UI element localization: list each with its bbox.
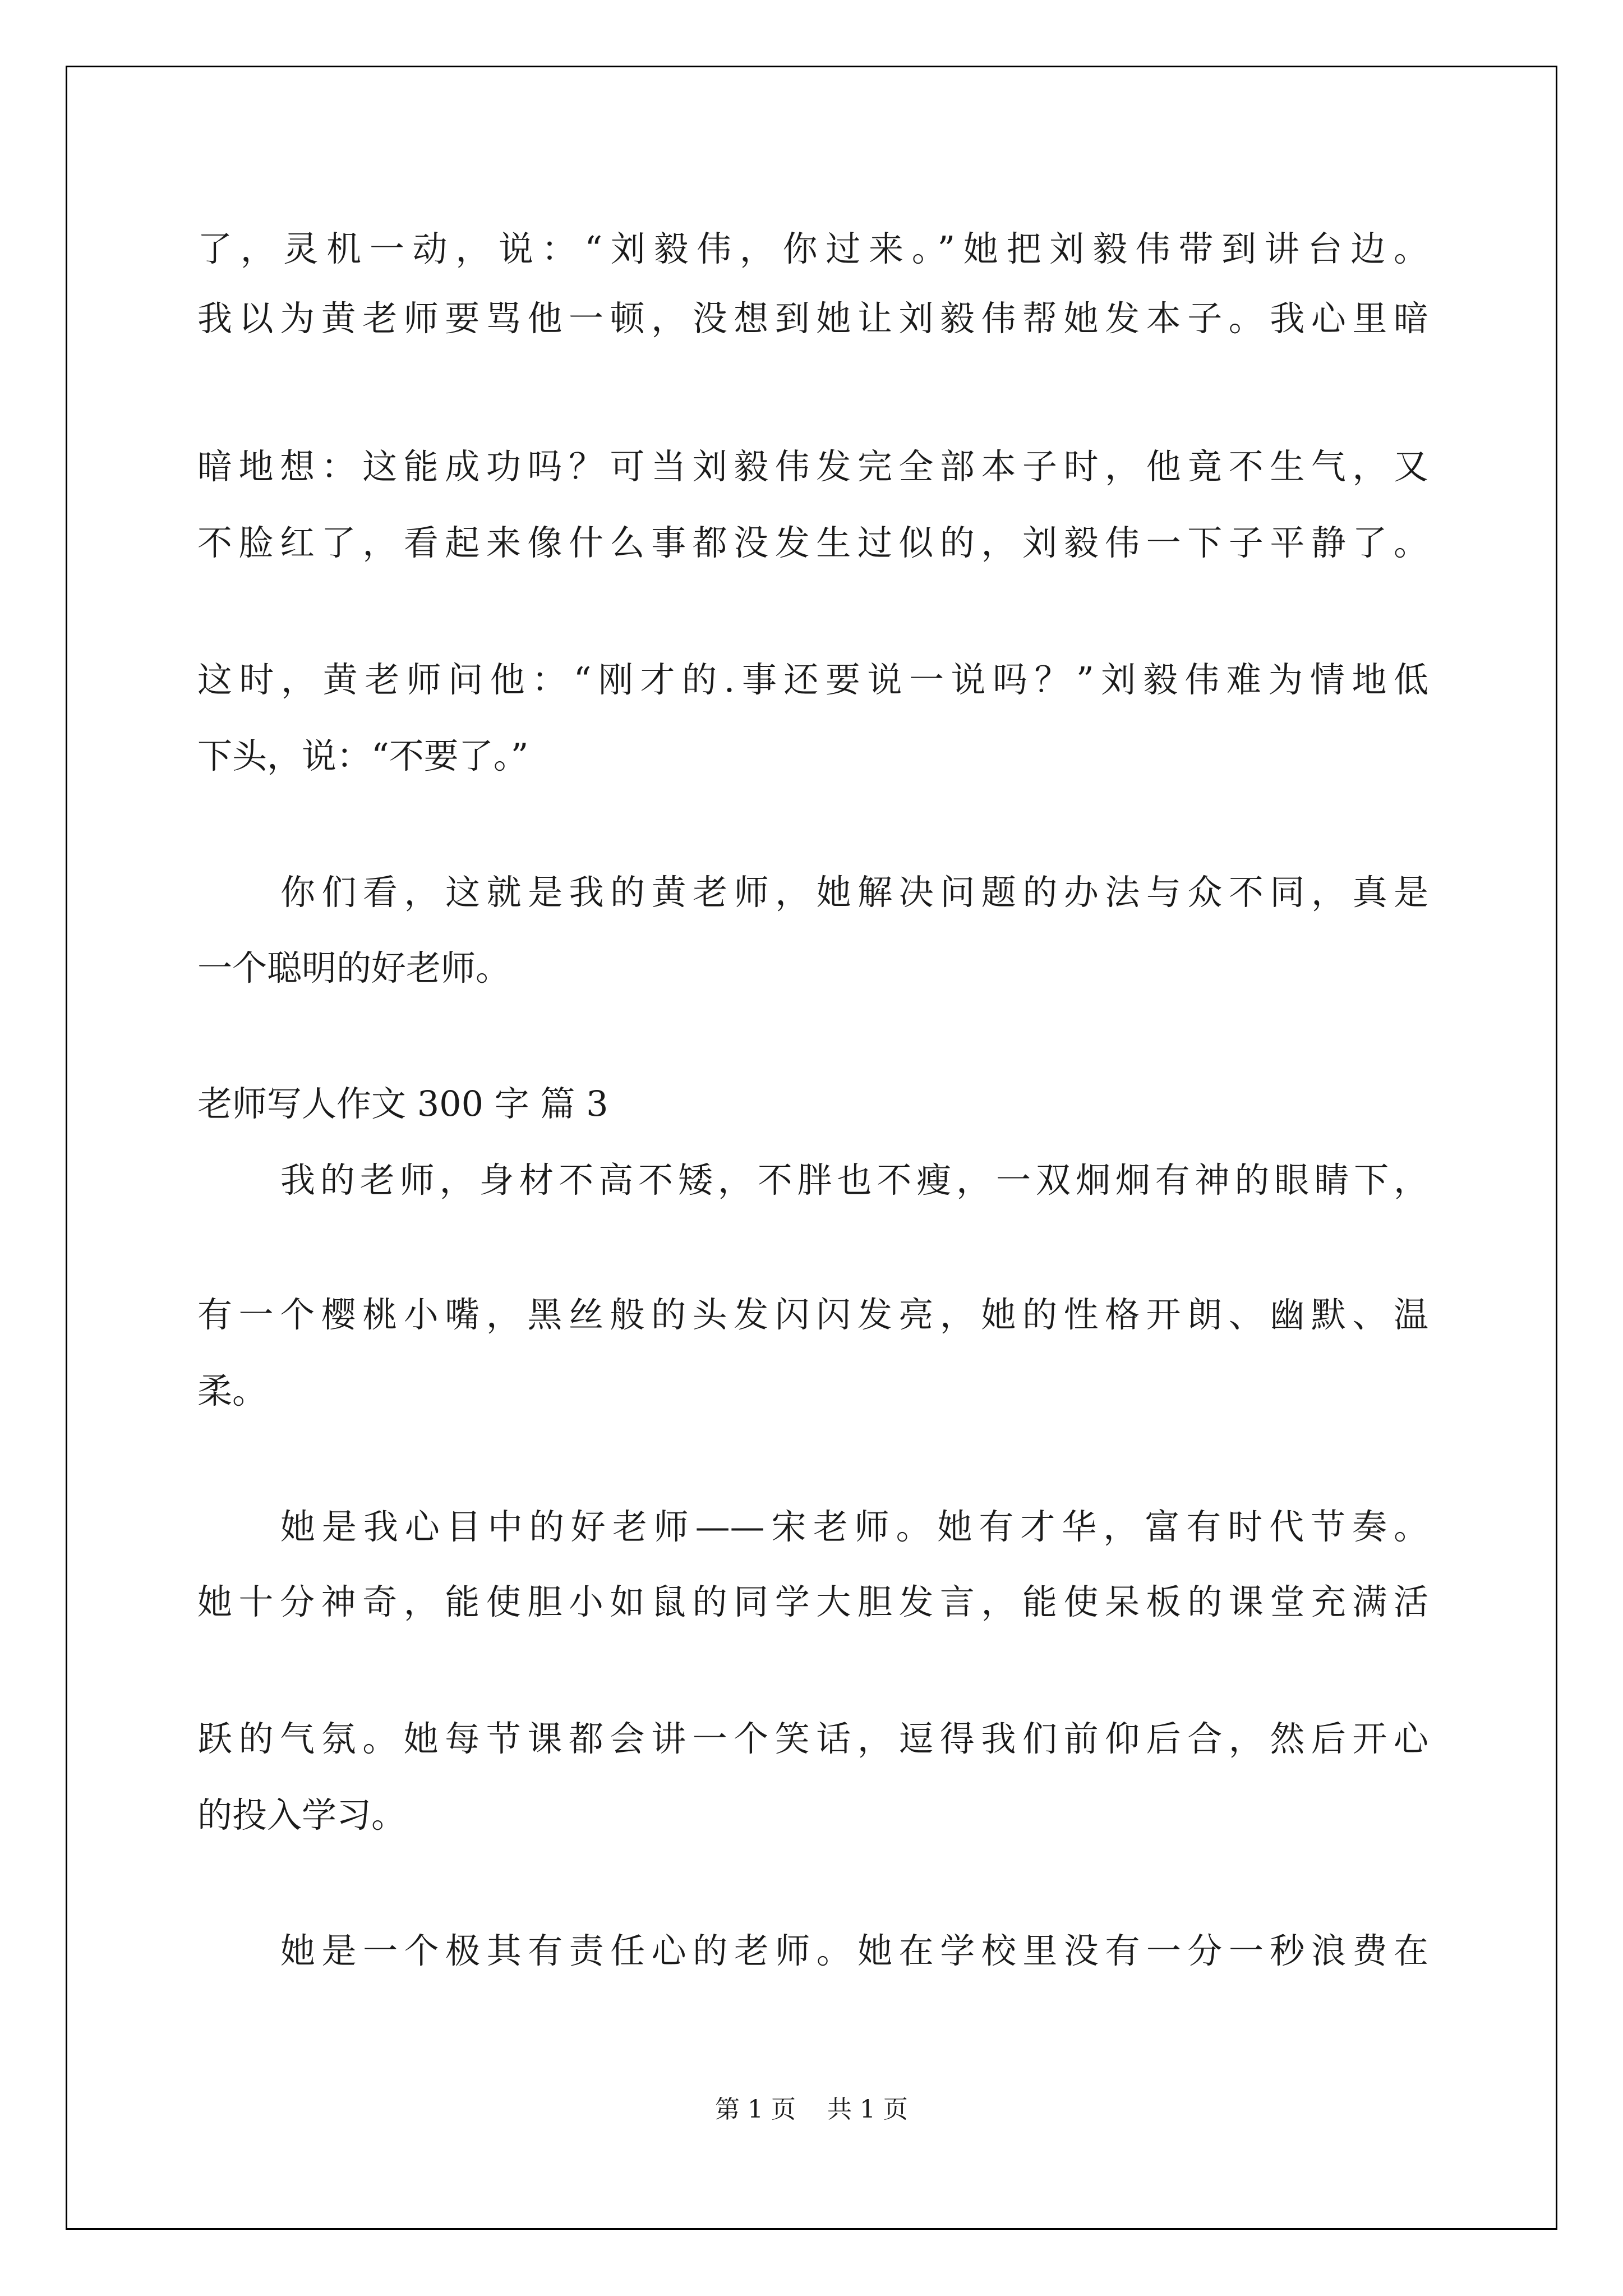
body-line: 跃的气氛。她每节课都会讲一个笑话，逗得我们前仰后合，然后开心 [197,1718,1428,1759]
page-number-footer: 第 1 页 共 1 页 [715,2095,908,2124]
body-line: 这时，黄老师问他：“刚才的.事还要说一说吗？”刘毅伟难为情地低 [197,659,1428,700]
body-line: 我的老师，身材不高不矮，不胖也不瘦，一双炯炯有神的眼睛下， [280,1159,1428,1200]
section-heading: 老师写人作文 300 字 篇 3 [197,1083,608,1124]
body-line: 不脸红了，看起来像什么事都没发生过似的，刘毅伟一下子平静了。 [197,522,1428,563]
body-line: 了，灵机一动，说：“刘毅伟，你过来。”她把刘毅伟带到讲台边。 [197,228,1428,269]
body-line: 她十分神奇，能使胆小如鼠的同学大胆发言，能使呆板的课堂充满活 [197,1581,1428,1622]
body-line: 我以为黄老师要骂他一顿，没想到她让刘毅伟帮她发本子。我心里暗 [197,298,1428,339]
body-line: 你们看，这就是我的黄老师，她解决问题的办法与众不同，真是 [280,872,1428,913]
body-line: 暗地想：这能成功吗？可当刘毅伟发完全部本子时，他竟不生气，又 [197,446,1428,487]
body-line: 下头，说：“不要了。” [197,735,529,776]
body-line: 她是我心目中的好老师——宋老师。她有才华，富有时代节奏。 [280,1506,1428,1547]
body-line: 的投入学习。 [197,1795,407,1835]
page-border [66,66,1557,2230]
body-line: 一个聪明的好老师。 [197,947,511,988]
body-line: 她是一个极其有责任心的老师。她在学校里没有一分一秒浪费在 [280,1930,1428,1971]
body-line: 有一个樱桃小嘴，黑丝般的头发闪闪发亮，她的性格开朗、幽默、温 [197,1294,1428,1335]
body-line: 柔。 [197,1370,268,1411]
